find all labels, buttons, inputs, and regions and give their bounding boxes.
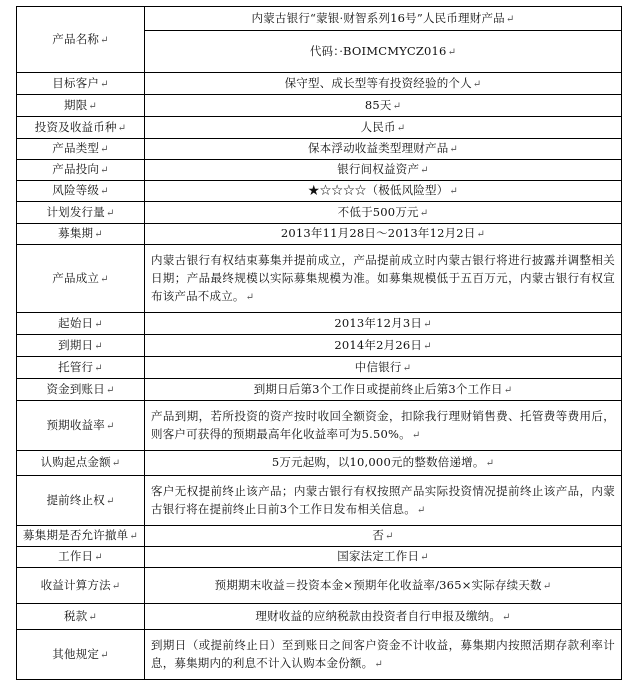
row-value-early-termination: 客户无权提前终止该产品；内蒙古银行有权按照产品实际投资情况提前终止该产品，内蒙古银行将在提前终止日前3个工作日发布相关信息。↵ [145,476,622,526]
row-label-other-rules: 其他规定↵ [17,630,145,680]
row-value-custodian: 中信银行↵ [145,357,622,379]
table-row [17,476,622,526]
table-row [17,526,622,547]
table-row [17,547,622,568]
row-value-other-rules: 到期日（或提前终止日）至到账日之间客户资金不计收益，募集期内按照活期存款利率计息，募集期内的利息不计入认购本金份额。↵ [145,630,622,680]
row-value-raising-period: 2013年11月28日～2013年12月2日↵ [145,224,622,245]
row-label-currency: 投资及收益币种↵ [17,117,145,139]
table-row [17,245,622,313]
row-value-term: 85天↵ [145,95,622,117]
row-value-funds-arrival: 到期日后第3个工作日或提前终止后第3个工作日↵ [145,379,622,401]
product-spec-table [16,6,622,680]
row-label-min-subscription: 认购起点金额↵ [17,451,145,476]
table-row [17,401,622,451]
row-value-product-type: 保本浮动收益类型理财产品↵ [145,139,622,160]
table-row [17,604,622,630]
row-value-product-code: 代码：·BOIMCMYCZ016↵ [145,31,622,73]
row-value-risk-level: ★☆☆☆☆（极低风险型）↵ [145,181,622,202]
table-row [17,139,622,160]
row-value-min-subscription: 5万元起购，以10,000元的整数倍递增。↵ [145,451,622,476]
row-value-working-day: 国家法定工作日↵ [145,547,622,568]
row-label-product-establishment: 产品成立↵ [17,245,145,313]
row-label-expected-yield: 预期收益率↵ [17,401,145,451]
table-row [17,313,622,335]
row-value-tax: 理财收益的应纳税款由投资者自行申报及缴纳。↵ [145,604,622,630]
row-value-currency: 人民币↵ [145,117,622,139]
row-label-maturity-date: 到期日↵ [17,335,145,357]
row-value-product-establishment: 内蒙古银行有权结束募集并提前成立，产品提前成立时内蒙古银行将进行披露并调整相关日期；产品最终规模以实际募集规模为准。如募集规模低于五百万元，内蒙古银行有权宣布该产品不成立。↵ [145,245,622,313]
row-label-product-type: 产品类型↵ [17,139,145,160]
table-row [17,73,622,95]
table-row [17,451,622,476]
row-label-working-day: 工作日↵ [17,547,145,568]
table-row [17,357,622,379]
table-row [17,335,622,357]
table-row [17,202,622,224]
table-row [17,7,622,31]
row-label-funds-arrival: 资金到账日↵ [17,379,145,401]
row-label-cancel-allowed: 募集期是否允许撤单↵ [17,526,145,547]
table-row [17,630,622,680]
table-row [17,568,622,604]
table-row [17,224,622,245]
row-label-start-date: 起始日↵ [17,313,145,335]
row-label-product-name: 产品名称↵ [17,7,145,73]
row-label-risk-level: 风险等级↵ [17,181,145,202]
table-row [17,95,622,117]
row-value-expected-yield: 产品到期，若所投资的资产按时收回全额资金，扣除我行理财销售费、托管费等费用后，则客户可获得的预期最高年化收益率可为5.50%。↵ [145,401,622,451]
row-label-investment-direction: 产品投向↵ [17,160,145,181]
table-row [17,117,622,139]
row-label-planned-issue: 计划发行量↵ [17,202,145,224]
row-label-custodian: 托管行↵ [17,357,145,379]
row-label-yield-calc: 收益计算方法↵ [17,568,145,604]
row-value-cancel-allowed: 否↵ [145,526,622,547]
table-row [17,379,622,401]
row-value-yield-calc: 预期期末收益＝投资本金×预期年化收益率/365×实际存续天数↵ [145,568,622,604]
table-row [17,160,622,181]
row-value-start-date: 2013年12月3日↵ [145,313,622,335]
row-value-maturity-date: 2014年2月26日↵ [145,335,622,357]
row-label-early-termination: 提前终止权↵ [17,476,145,526]
row-label-raising-period: 募集期↵ [17,224,145,245]
table-row [17,181,622,202]
row-value-target-customer: 保守型、成长型等有投资经验的个人↵ [145,73,622,95]
row-label-tax: 税款↵ [17,604,145,630]
row-label-target-customer: 目标客户↵ [17,73,145,95]
row-label-term: 期限↵ [17,95,145,117]
row-value-planned-issue: 不低于500万元↵ [145,202,622,224]
row-value-investment-direction: 银行间权益资产↵ [145,160,622,181]
row-value-product-name: 内蒙古银行“蒙银·财智系列16号”人民币理财产品↵ [145,7,622,31]
